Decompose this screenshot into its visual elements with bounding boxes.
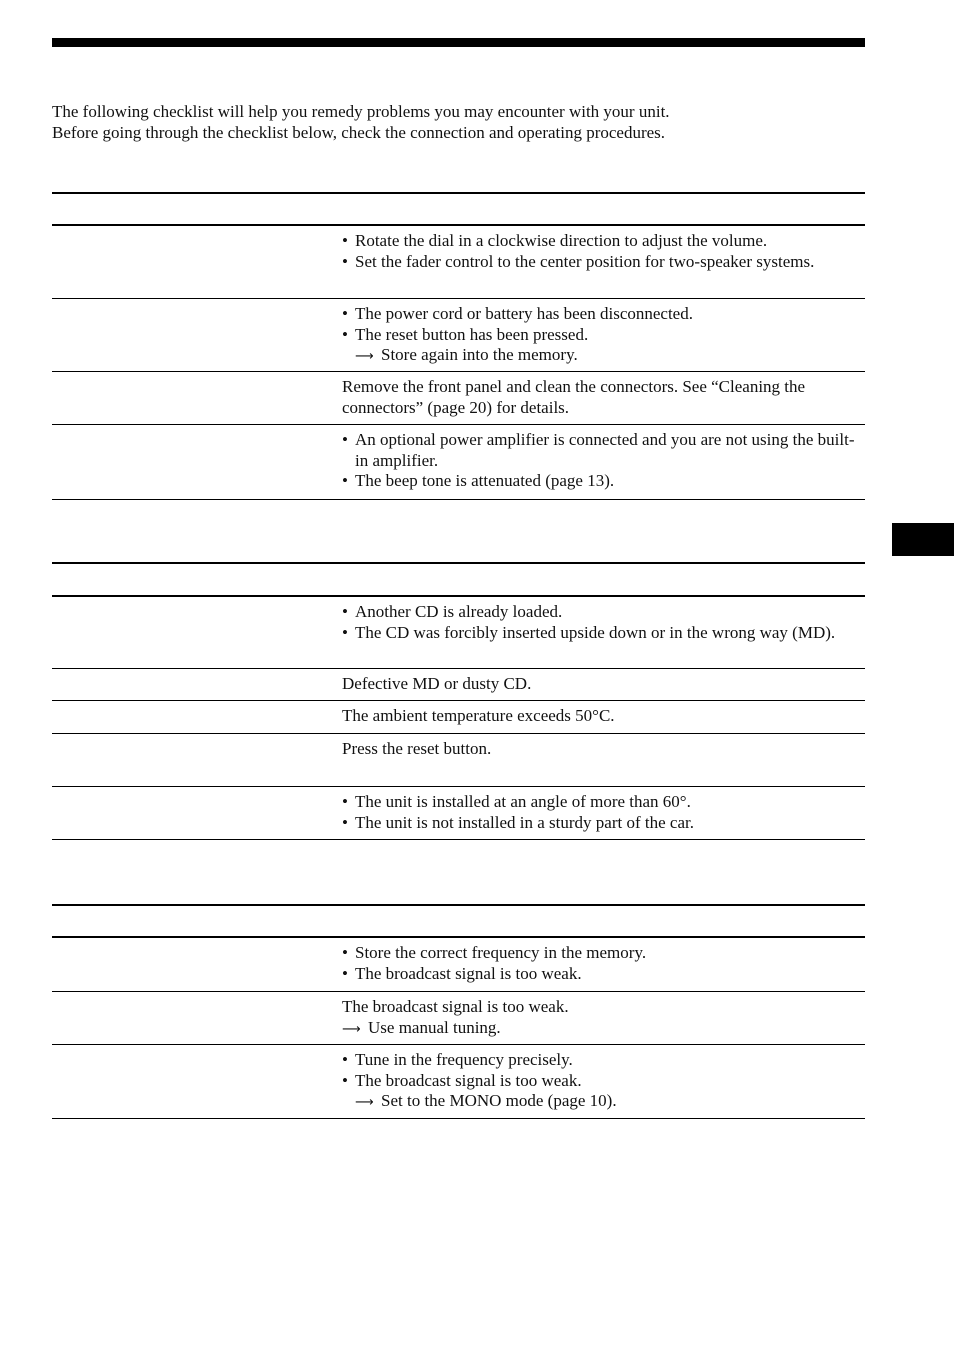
remedy-cell [342,669,865,695]
remedy-cell [342,701,865,727]
remedy-cell [342,226,865,272]
action-line: ⟶ Store again into the memory. [342,345,865,368]
list-item: • An optional power amplifier is connected and you are not using the built-in amplifier. [342,430,855,470]
troubleshooting-section-1 [52,192,865,500]
table-row [52,372,865,425]
remedy-cell [342,734,865,760]
remedy-cell [342,299,865,368]
remedy-cell [342,372,865,418]
right-arrow-icon: ⟶ [342,1021,361,1037]
intro-line-2: Before going through the checklist below, check the connection and operating procedures. [52,122,666,142]
table-row [52,787,865,840]
table-row [52,597,865,669]
table-row [52,734,865,787]
table-row [52,425,865,500]
list-item: • The broadcast signal is too weak. [342,1070,582,1090]
remedy-cell [342,425,865,492]
table-header [52,904,865,938]
remedy-cell [342,992,865,1040]
remedy-text: Defective MD or dusty CD. [342,674,532,693]
remedy-cell [342,938,865,984]
troubleshooting-section-2 [52,562,865,840]
remedy-cell [342,1045,865,1114]
remedy-cell [342,597,865,643]
remedy-text: The ambient temperature exceeds 50°C. [342,706,615,725]
list-item: • The unit is not installed in a sturdy part of the car. [342,812,694,832]
troubleshooting-section-3 [52,904,865,1119]
table-row [52,226,865,299]
list-item: • The power cord or battery has been disconnected. [342,304,693,323]
list-item: • The broadcast signal is too weak. [342,963,582,983]
list-item: • Tune in the frequency precisely. [342,1050,573,1069]
intro-line-1: The following checklist will help you remedy problems you may encounter with your unit. [52,102,670,121]
intro-text [52,102,865,143]
table-row [52,1045,865,1119]
table-row [52,992,865,1045]
table-header [52,562,865,597]
section-tab-marker [892,523,954,556]
remedy-text: Remove the front panel and clean the connectors. See “Cleaning the connectors” (page 20) for details. [342,377,806,417]
list-item: • The beep tone is attenuated (page 13). [342,471,615,490]
list-item: • Another CD is already loaded. [342,602,563,621]
remedy-cell [342,787,865,833]
title-rule [52,38,865,47]
list-item: • The unit is installed at an angle of more than 60°. [342,792,691,811]
remedy-text: Press the reset button. [342,739,492,758]
list-item: • The reset button has been pressed. [342,324,589,344]
list-item: • Store the correct frequency in the memory. [342,943,647,962]
table-header [52,192,865,226]
table-row [52,938,865,992]
list-item: • Rotate the dial in a clockwise direction to adjust the volume. [342,231,768,250]
table-row [52,669,865,701]
action-line: ⟶ Use manual tuning. [342,1018,865,1041]
table-row [52,701,865,734]
table-row [52,299,865,372]
action-line: ⟶ Set to the MONO mode (page 10). [342,1091,865,1114]
right-arrow-icon: ⟶ [355,349,374,364]
right-arrow-icon: ⟶ [355,1095,374,1110]
list-item: • The CD was forcibly inserted upside down or in the wrong way (MD). [342,622,836,642]
remedy-text: The broadcast signal is too weak. [342,997,569,1016]
list-item: • Set the fader control to the center position for two-speaker systems. [342,251,815,271]
